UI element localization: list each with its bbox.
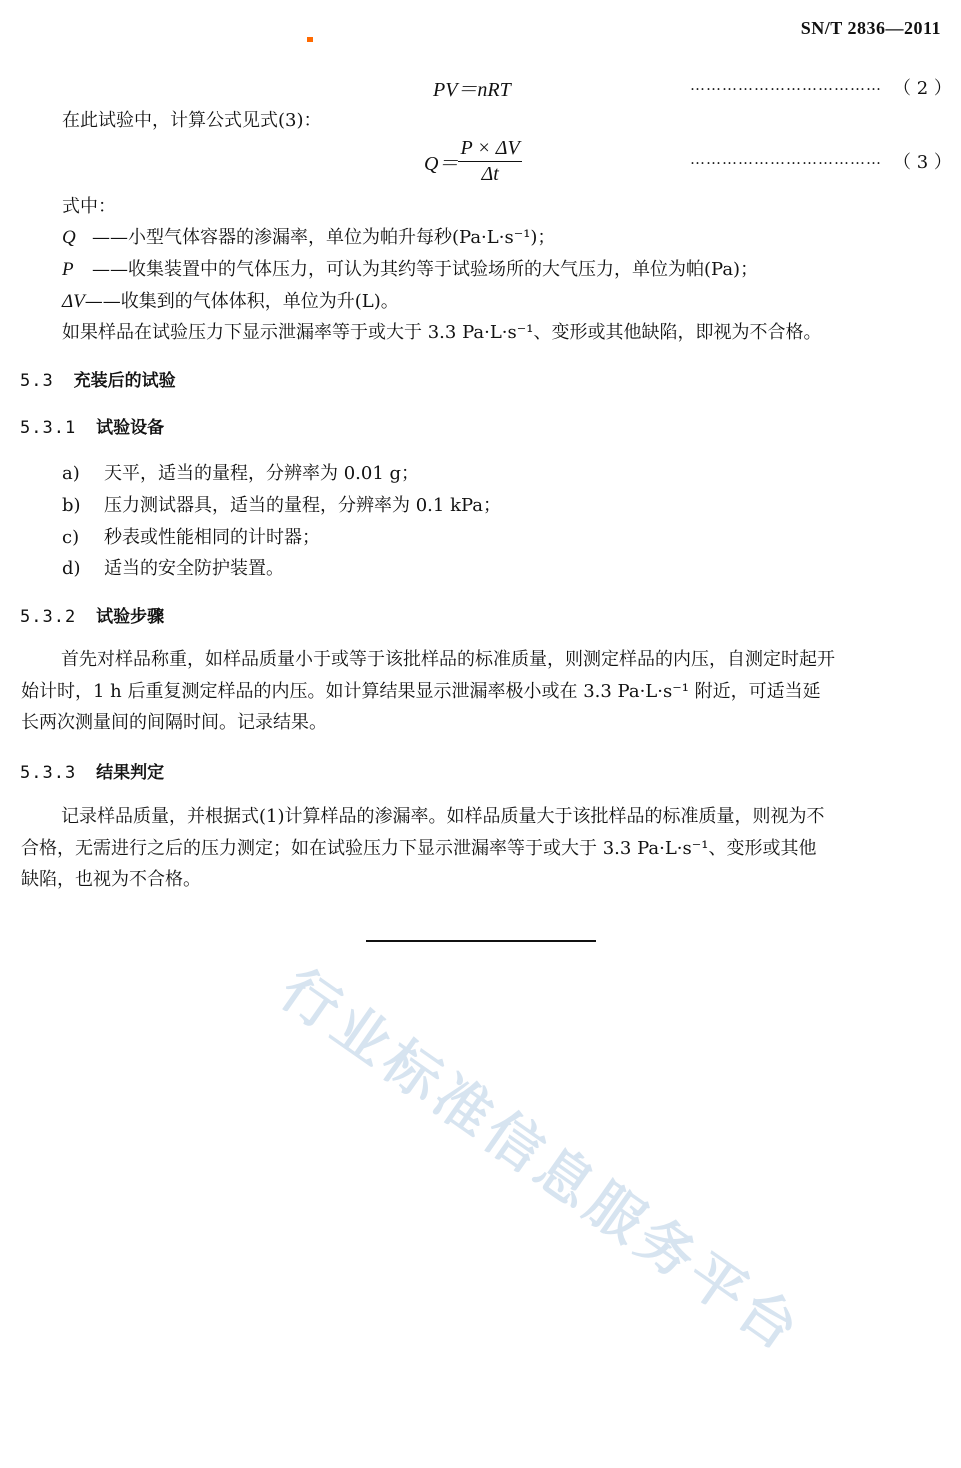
formula-3-fraction xyxy=(458,137,521,186)
formula-intro: 在此试验中，计算公式见式(3)： xyxy=(62,110,322,131)
result-paragraph xyxy=(21,801,941,896)
list-item xyxy=(62,554,284,580)
formula-3 xyxy=(424,137,522,186)
list-marker: c) xyxy=(62,527,80,548)
definition-symbol: P xyxy=(62,259,74,280)
section-number: 5.3.1 xyxy=(20,418,77,438)
definition-symbol: ΔV xyxy=(62,291,85,312)
procedure-paragraph xyxy=(21,644,941,739)
section-number: 5.3.2 xyxy=(20,607,77,627)
list-item xyxy=(62,491,501,517)
formula-3-numerator: P × ΔV xyxy=(458,137,521,162)
definition-text: ——小型气体容器的渗漏率，单位为帕升每秒(Pa·L·s⁻¹)； xyxy=(92,227,556,248)
definition-text: ——收集到的气体体积，单位为升(L)。 xyxy=(84,291,399,312)
list-marker: a) xyxy=(62,463,80,484)
formula-3-lhs: Q＝ xyxy=(424,153,459,175)
paragraph-line: 始计时，1 h 后重复测定样品的内压。如计算结果显示泄漏率极小或在 3.3 Pa·L·s⁻¹ 附近，可适当延 xyxy=(21,680,821,702)
definition-item xyxy=(62,287,399,313)
failure-criterion: 如果样品在试验压力下显示泄漏率等于或大于 3.3 Pa·L·s⁻¹、变形或其他缺陷，即视为不合格。 xyxy=(62,322,822,343)
list-marker: b) xyxy=(62,495,81,516)
list-item-text: 压力测试器具，适当的量程，分辨率为 0.1 kPa； xyxy=(104,495,502,516)
section-number: 5.3.3 xyxy=(20,763,77,783)
formula-3-leader-dots: ……………………………… xyxy=(690,150,882,168)
formula-2: PV＝nRT xyxy=(433,79,511,101)
paragraph-line: 合格，无需进行之后的压力测定；如在试验压力下显示泄漏率等于或大于 3.3 Pa·L·s⁻¹、变形或其他 xyxy=(21,837,817,859)
accent-mark xyxy=(307,37,313,42)
section-heading-5-3 xyxy=(20,366,176,391)
paragraph-line: 长两次测量间的间隔时间。记录结果。 xyxy=(21,712,327,733)
list-item-text: 适当的安全防护装置。 xyxy=(104,558,284,579)
formula-3-number: （ 3 ） xyxy=(893,152,952,173)
section-title: 结果判定 xyxy=(96,763,165,783)
list-item xyxy=(62,459,419,485)
definition-text: ——收集装置中的气体压力，可认为其约等于试验场所的大气压力，单位为帕(Pa)； xyxy=(92,259,759,280)
list-item-text: 秒表或性能相同的计时器； xyxy=(104,527,320,548)
list-item-text: 天平，适当的量程，分辨率为 0.01 g； xyxy=(104,463,420,484)
list-marker: d) xyxy=(62,558,81,579)
section-title: 试验设备 xyxy=(96,418,165,438)
definition-item xyxy=(62,255,758,281)
formula-3-denominator: Δt xyxy=(481,163,499,185)
document-code: SN/T 2836—2011 xyxy=(800,18,941,38)
watermark: 行业标准信息服务平台 xyxy=(268,956,815,1366)
section-heading-5-3-1 xyxy=(20,413,164,438)
section-title: 充装后的试验 xyxy=(73,371,176,391)
paragraph-line: 缺陷，也视为不合格。 xyxy=(21,869,201,890)
section-title: 试验步骤 xyxy=(96,607,165,627)
paragraph-line: 首先对样品称重，如样品质量小于或等于该批样品的标准质量，则测定样品的内压，自测定时起开 xyxy=(61,649,835,670)
formula-2-leader-dots: ……………………………… xyxy=(690,76,882,94)
paragraph-line: 记录样品质量，并根据式(1)计算样品的渗漏率。如样品质量大于该批样品的标准质量，则视为不 xyxy=(61,806,825,827)
end-rule xyxy=(366,940,596,942)
formula-2-number: （ 2 ） xyxy=(893,78,952,99)
definition-item xyxy=(62,223,555,249)
where-label: 式中： xyxy=(62,196,116,217)
section-heading-5-3-3 xyxy=(20,758,164,783)
definition-symbol: Q xyxy=(62,227,76,248)
list-item xyxy=(62,523,320,549)
section-number: 5.3 xyxy=(20,371,54,391)
section-heading-5-3-2 xyxy=(20,602,164,627)
